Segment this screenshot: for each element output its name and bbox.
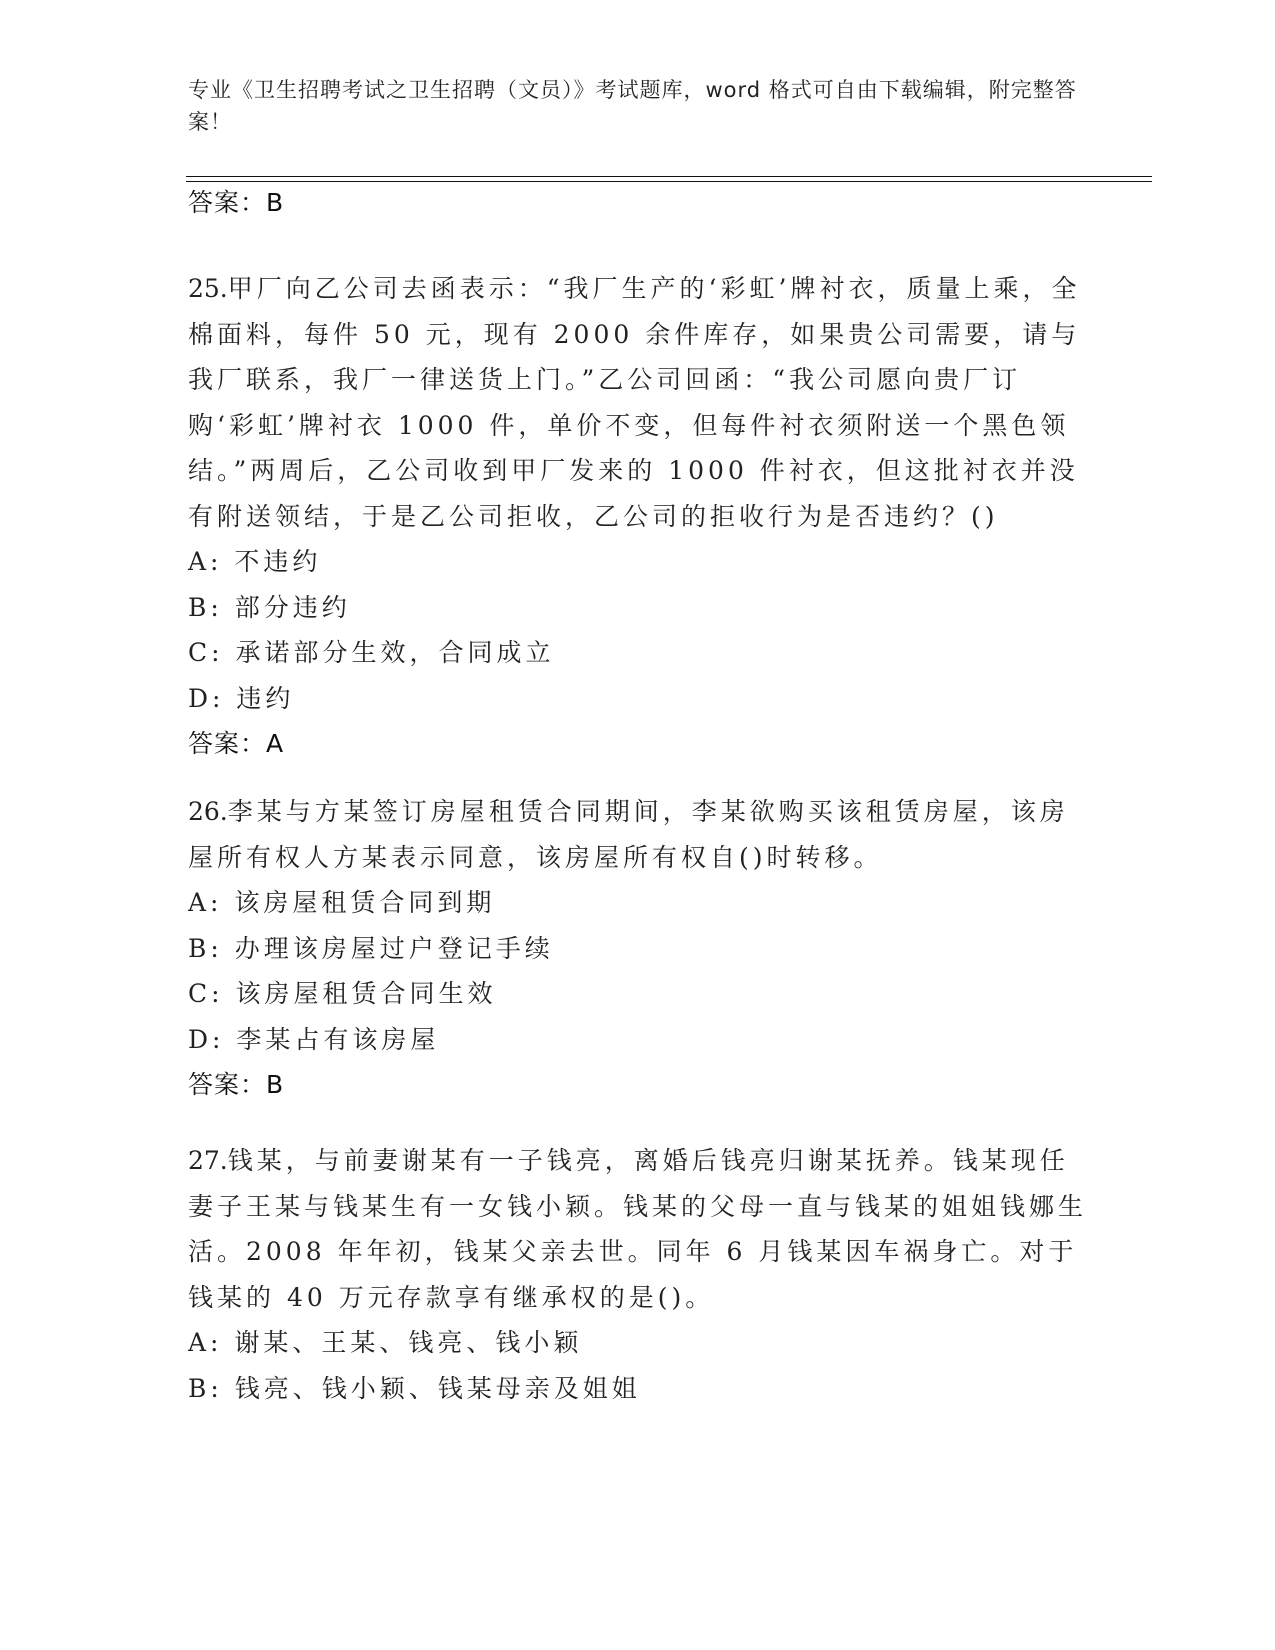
question-body: 李某与方某签订房屋租赁合同期间，李某欲购买该租赁房屋，该房屋所有权人方某表示同意，该房屋所有权自()时转移。 <box>188 797 1069 872</box>
question-text <box>188 266 1088 539</box>
option-a: A: 不违约 <box>188 547 322 576</box>
question-text <box>188 1138 1088 1320</box>
question-number: 26. <box>188 797 228 826</box>
document-header: 专业《卫生招聘考试之卫生招聘（文员）》考试题库，word 格式可自由下载编辑，附完整答案！ <box>188 78 1077 134</box>
option-c: C: 承诺部分生效，合同成立 <box>188 638 555 667</box>
option-a: A: 谢某、王某、钱亮、钱小颖 <box>188 1328 583 1357</box>
question-body: 钱某，与前妻谢某有一子钱亮，离婚后钱亮归谢某抚养。钱某现任妻子王某与钱某生有一女钱小颖。钱某的父母一直与钱某的姐姐钱娜生活。2008 年年初，钱某父亲去世。同年 6 月钱某因车祸身亡。对于钱某的 40 万元存款享有继承权的是()。 <box>188 1146 1088 1312</box>
option-b: B: 钱亮、钱小颖、钱某母亲及姐姐 <box>188 1373 641 1403</box>
question-27 <box>188 1138 1088 1411</box>
answer-label: 答案：B <box>188 188 285 217</box>
question-body: 甲厂向乙公司去函表示：“我厂生产的‘彩虹’牌衬衣，质量上乘，全棉面料，每件 50 元，现有 2000 余件库存，如果贵公司需要，请与我厂联系，我厂一律送货上门。”乙公司回函：“我公司愿向贵厂订购‘彩虹’牌衬衣 1000 件，单价不变，但每件衬衣须附送一个黑色领结。”两周后，乙公司收到甲厂发来的 1000 件衬衣，但这批衬衣并没有附送领结，于是乙公司拒收，乙公司的拒收行为是否违约？() <box>188 274 1081 531</box>
option-d: D: 违约 <box>188 683 295 713</box>
previous-answer-block <box>188 180 1088 226</box>
question-25 <box>188 266 1088 767</box>
answer-label: 答案：B <box>188 1070 285 1099</box>
question-number: 25. <box>188 274 228 303</box>
option-a: A: 该房屋租赁合同到期 <box>188 888 496 917</box>
question-26 <box>188 789 1088 1108</box>
question-text <box>188 789 1088 880</box>
option-b: B: 部分违约 <box>188 592 351 622</box>
answer-label: 答案：A <box>188 729 285 758</box>
option-b: B: 办理该房屋过户登记手续 <box>188 933 554 963</box>
question-number: 27. <box>188 1146 228 1175</box>
option-d: D: 李某占有该房屋 <box>188 1024 440 1054</box>
option-c: C: 该房屋租赁合同生效 <box>188 979 497 1008</box>
header-divider-top <box>186 176 1152 177</box>
